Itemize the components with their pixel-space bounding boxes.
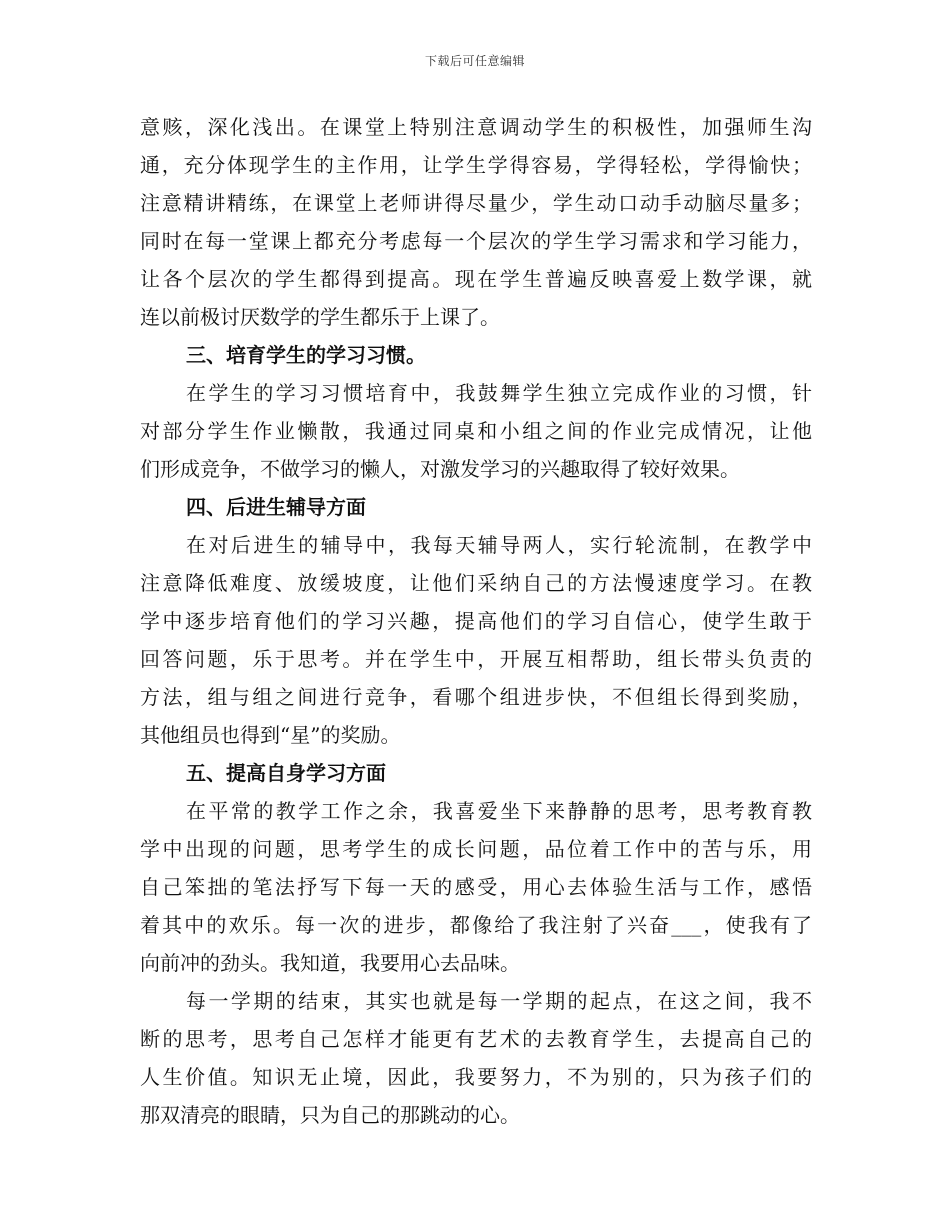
paragraph-line: 学中逐步培育他们的学习兴趣，提高他们的学习自信心，使学生敢于 — [140, 609, 812, 633]
paragraph-line: 着其中的欢乐。每一次的进步，都像给了我注射了兴奋___，使我有了 — [140, 913, 812, 937]
paragraph-line: 每一学期的结束，其实也就是每一学期的起点，在这之间，我不 — [186, 989, 812, 1013]
paragraph-line: 注意精讲精练，在课堂上老师讲得尽量少，学生动口动手动脑尽量多； — [140, 191, 812, 215]
section-heading: 四、后进生辅导方面 — [186, 495, 366, 519]
page-header: 下载后可任意编辑 — [424, 54, 525, 68]
paragraph-line: 们形成竞争，不做学习的懒人，对激发学习的兴趣取得了较好效果。 — [140, 457, 740, 481]
section-heading: 三、培育学生的学习习惯。 — [186, 343, 426, 367]
paragraph-line: 注意降低难度、放缓坡度，让他们采纳自己的方法慢速度学习。在教 — [140, 571, 812, 595]
document-body — [140, 108, 812, 1134]
paragraph-line: 那双清亮的眼睛，只为自己的那跳动的心。 — [140, 1103, 520, 1127]
paragraph-line: 在学生的学习习惯培育中，我鼓舞学生独立完成作业的习惯，针 — [186, 381, 812, 405]
paragraph-line: 通，充分体现学生的主作用，让学生学得容易，学得轻松，学得愉快； — [140, 153, 812, 177]
paragraph-line: 在对后进生的辅导中，我每天辅导两人，实行轮流制，在教学中 — [186, 533, 812, 557]
paragraph-line: 人生价值。知识无止境，因此，我要努力，不为别的，只为孩子们的 — [140, 1065, 812, 1089]
paragraph-line: 让各个层次的学生都得到提高。现在学生普遍反映喜爱上数学课，就 — [140, 267, 812, 291]
paragraph-line: 断的思考，思考自己怎样才能更有艺术的去教育学生，去提高自己的 — [140, 1027, 812, 1051]
paragraph-line: 方法，组与组之间进行竞争，看哪个组进步快，不但组长得到奖励， — [140, 685, 812, 709]
paragraph-line: 自己笨拙的笔法抒写下每一天的感受，用心去体验生活与工作，感悟 — [140, 875, 812, 899]
paragraph-line: 其他组员也得到“星”的奖励。 — [140, 723, 401, 747]
paragraph-line: 学中出现的问题，思考学生的成长问题，品位着工作中的苦与乐，用 — [140, 837, 812, 861]
paragraph-line: 连以前极讨厌数学的学生都乐于上课了。 — [140, 305, 500, 329]
paragraph-line: 同时在每一堂课上都充分考虑每一个层次的学生学习需求和学习能力， — [140, 229, 812, 253]
paragraph-line: 回答问题，乐于思考。并在学生中，开展互相帮助，组长带头负责的 — [140, 647, 812, 671]
paragraph-line: 意赅，深化浅出。在课堂上特别注意调动学生的积极性，加强师生沟 — [140, 115, 812, 139]
paragraph-line: 向前冲的劲头。我知道，我要用心去品味。 — [140, 951, 520, 975]
paragraph-line: 对部分学生作业懒散，我通过同桌和小组之间的作业完成情况，让他 — [140, 419, 812, 443]
section-heading: 五、提高自身学习方面 — [186, 761, 386, 785]
paragraph-line: 在平常的教学工作之余，我喜爱坐下来静静的思考，思考教育教 — [186, 799, 812, 823]
